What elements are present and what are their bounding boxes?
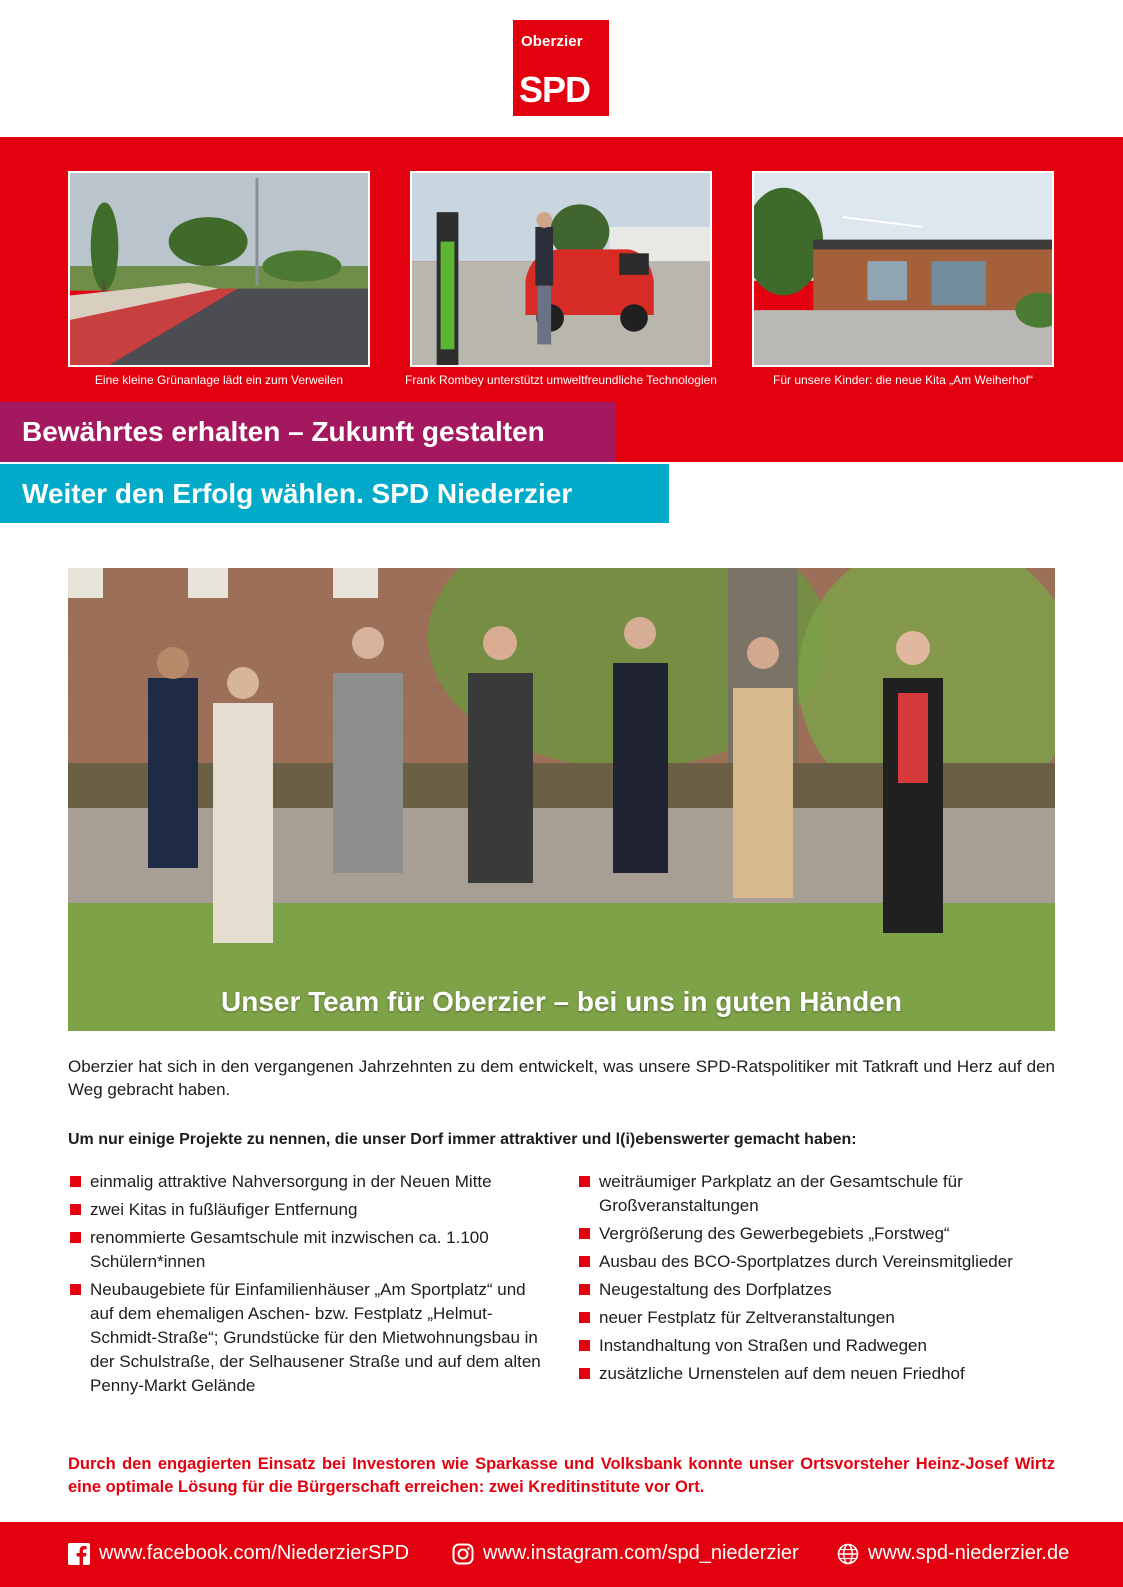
- bullet-square-icon: [70, 1204, 81, 1215]
- bullet-square-icon: [579, 1256, 590, 1267]
- bullet-square-icon: [579, 1176, 590, 1187]
- facebook-icon: [68, 1543, 90, 1565]
- photo-caption-green-area: Eine kleine Grünanlage lädt ein zum Verweilen: [94, 373, 344, 387]
- logo-party: SPD: [519, 69, 591, 110]
- facebook-link[interactable]: [68, 1542, 409, 1565]
- globe-icon: [837, 1543, 859, 1565]
- list-item: zwei Kitas in fußläufiger Entfernung: [68, 1198, 548, 1222]
- list-item: Instandhaltung von Straßen und Radwegen: [577, 1334, 1055, 1358]
- projects-list-left: [68, 1170, 548, 1402]
- projects-list-right: [577, 1170, 1055, 1390]
- instagram-url: www.instagram.com/spd_niederzier: [483, 1542, 799, 1564]
- projects-lead: Um nur einige Projekte zu nennen, die unser Dorf immer attraktiver und l(i)ebenswerter gemacht haben:: [68, 1131, 857, 1148]
- photo-kita: [752, 171, 1054, 367]
- list-item: zusätzliche Urnenstelen auf dem neuen Friedhof: [577, 1362, 1055, 1386]
- team-photo: [68, 568, 1055, 1031]
- list-item: Ausbau des BCO-Sportplatzes durch Vereinsmitglieder: [577, 1250, 1055, 1274]
- bullet-square-icon: [70, 1176, 81, 1187]
- instagram-icon: [452, 1543, 474, 1565]
- list-item: Neubaugebiete für Einfamilienhäuser „Am Sportplatz“ und auf dem ehemaligen Aschen- bzw. Festplatz „Helmut-Schmidt-Straße“; Grundstücke für den Mietwohnungsbau in der Schulstraße, der Selhausener Straße und auf dem alten Penny-Markt Gelände: [68, 1278, 548, 1398]
- list-item: Vergrößerung des Gewerbegebiets „Forstweg“: [577, 1222, 1055, 1246]
- list-item: renommierte Gesamtschule mit inzwischen ca. 1.100 Schülern*innen: [68, 1226, 548, 1274]
- bullet-square-icon: [70, 1232, 81, 1243]
- team-photo-title: Unser Team für Oberzier – bei uns in guten Händen: [221, 986, 902, 1017]
- photo-caption-kita: Für unsere Kinder: die neue Kita „Am Weiherhof“: [773, 373, 1033, 387]
- spd-logo: [513, 20, 609, 116]
- closing-statement: Durch den engagierten Einsatz bei Investoren wie Sparkasse und Volksbank konnte unser Ortsvorsteher Heinz-Josef Wirtz eine optimale Lösung für die Bürgerschaft erreichen: zwei Kreditinstitute vor Ort.: [68, 1455, 1055, 1496]
- photo-green-area: [68, 171, 370, 367]
- bullet-square-icon: [579, 1340, 590, 1351]
- slogan-banner-cyan: Weiter den Erfolg wählen. SPD Niederzier: [0, 464, 669, 523]
- instagram-link[interactable]: [452, 1542, 799, 1565]
- list-item: neuer Festplatz für Zeltveranstaltungen: [577, 1306, 1055, 1330]
- bullet-square-icon: [579, 1228, 590, 1239]
- bullet-square-icon: [70, 1284, 81, 1295]
- website-link[interactable]: [837, 1542, 1069, 1565]
- list-item: Neugestaltung des Dorfplatzes: [577, 1278, 1055, 1302]
- bullet-square-icon: [579, 1312, 590, 1323]
- slogan-banner-purple: Bewährtes erhalten – Zukunft gestalten: [0, 402, 615, 462]
- footer: [0, 1522, 1123, 1587]
- bullet-square-icon: [579, 1284, 590, 1295]
- photo-charging-station: [410, 171, 712, 367]
- photo-caption-charging: Frank Rombey unterstützt umweltfreundliche Technologien: [405, 373, 717, 387]
- logo-location: Oberzier: [521, 33, 583, 50]
- bullet-square-icon: [579, 1368, 590, 1379]
- intro-paragraph: Oberzier hat sich in den vergangenen Jahrzehnten zu dem entwickelt, was unsere SPD-Ratspolitiker mit Tatkraft und Herz auf den Weg gebracht haben.: [68, 1057, 1055, 1099]
- facebook-url: www.facebook.com/NiederzierSPD: [99, 1542, 410, 1564]
- list-item: einmalig attraktive Nahversorgung in der Neuen Mitte: [68, 1170, 548, 1194]
- list-item: weiträumiger Parkplatz an der Gesamtschule für Großveranstaltungen: [577, 1170, 1055, 1218]
- website-url: www.spd-niederzier.de: [868, 1542, 1070, 1564]
